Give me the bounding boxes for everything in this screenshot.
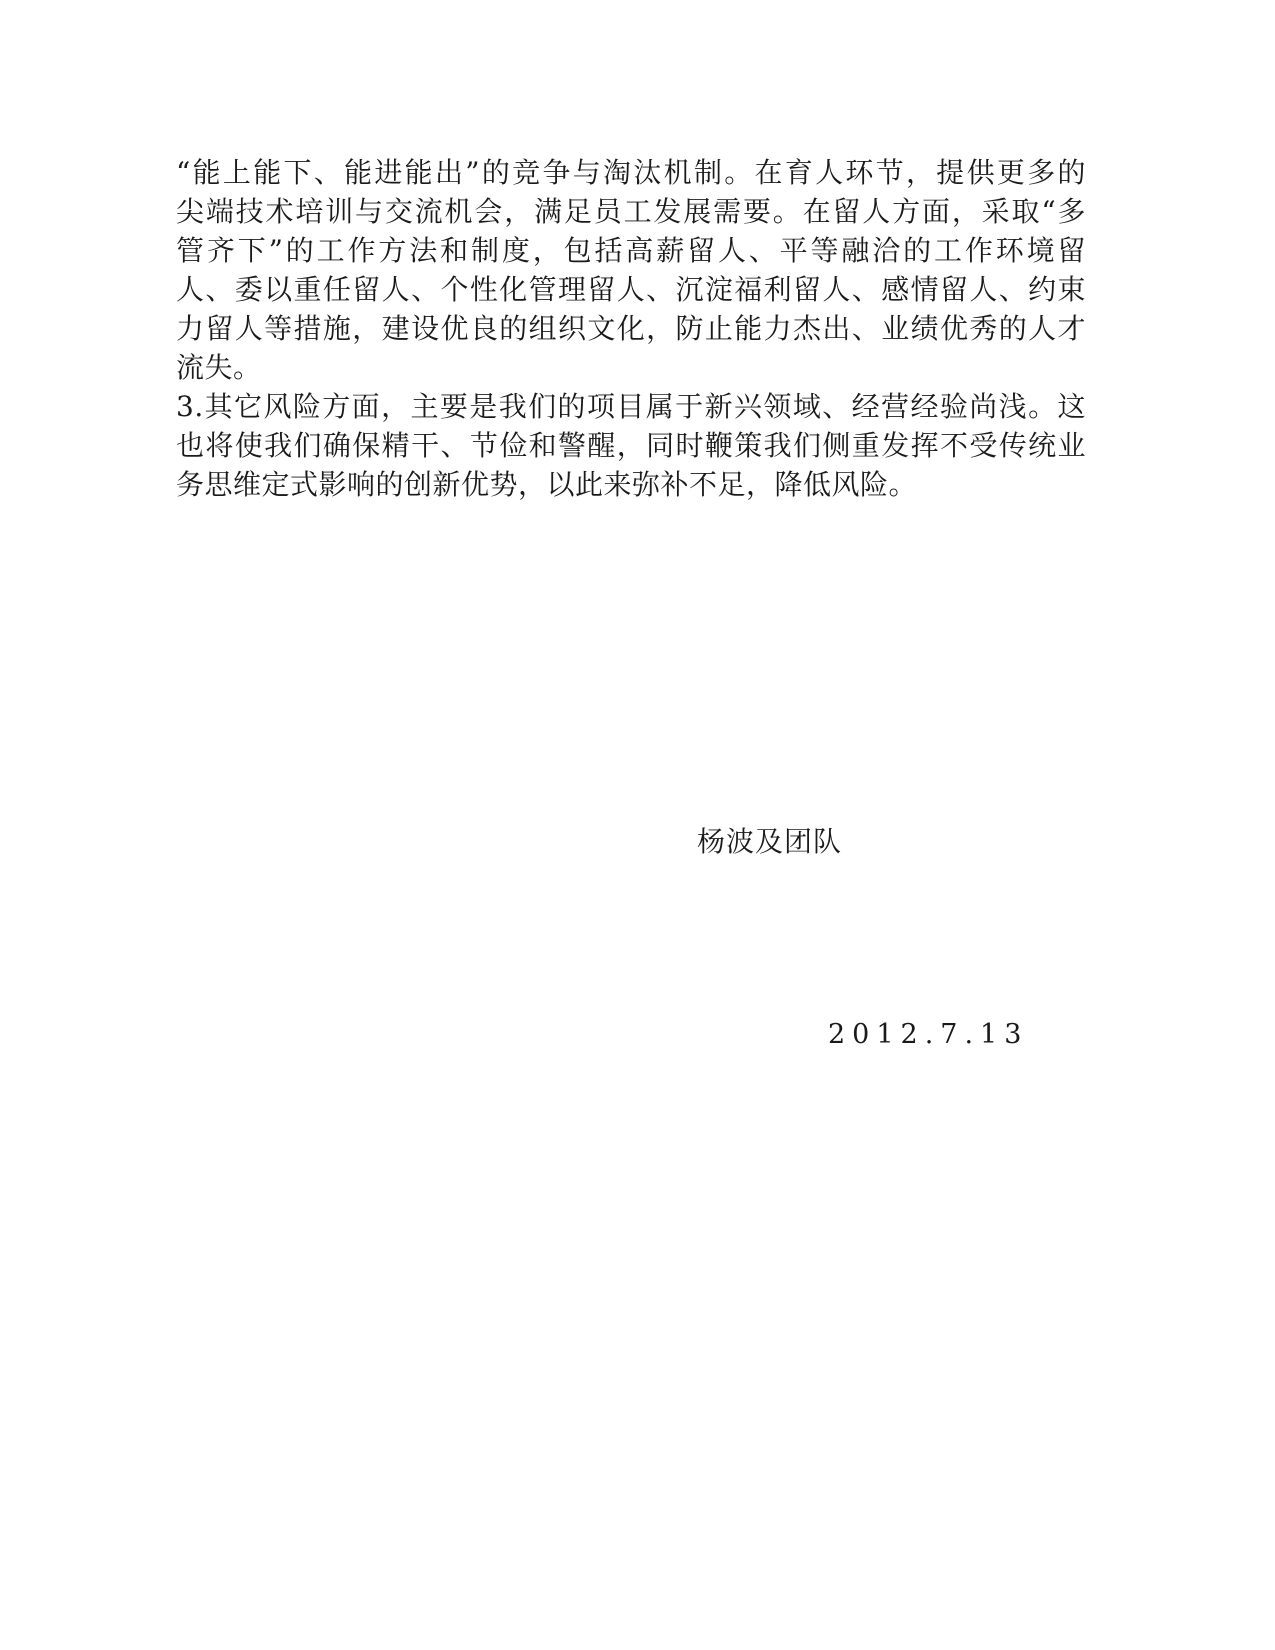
signature: 杨波及团队 xyxy=(697,825,843,858)
paragraph1-line-6: 流失。 xyxy=(176,351,262,384)
date: 2012.7.13 xyxy=(828,1019,1029,1050)
paragraph1-line-2: 尖端技术培训与交流机会，满足员工发展需要。在留人方面，采取“多 xyxy=(176,195,1086,228)
paragraph2-line-1: 3.其它风险方面，主要是我们的项目属于新兴领域、经营经验尚浅。这 xyxy=(176,390,1086,423)
paragraph1-line-1: “能上能下、能进能出”的竞争与淘汰机制。在育人环节，提供更多的 xyxy=(176,156,1086,189)
paragraph2-line-2: 也将使我们确保精干、节俭和警醒，同时鞭策我们侧重发挥不受传统业 xyxy=(176,429,1086,462)
paragraph1-line-3: 管齐下”的工作方法和制度，包括高薪留人、平等融洽的工作环境留 xyxy=(176,234,1086,267)
paragraph1-line-4: 人、委以重任留人、个性化管理留人、沉淀福利留人、感情留人、约束 xyxy=(176,273,1086,306)
paragraph1-line-5: 力留人等措施，建设优良的组织文化，防止能力杰出、业绩优秀的人才 xyxy=(176,312,1086,345)
paragraph2-line-3: 务思维定式影响的创新优势，以此来弥补不足，降低风险。 xyxy=(176,468,918,501)
